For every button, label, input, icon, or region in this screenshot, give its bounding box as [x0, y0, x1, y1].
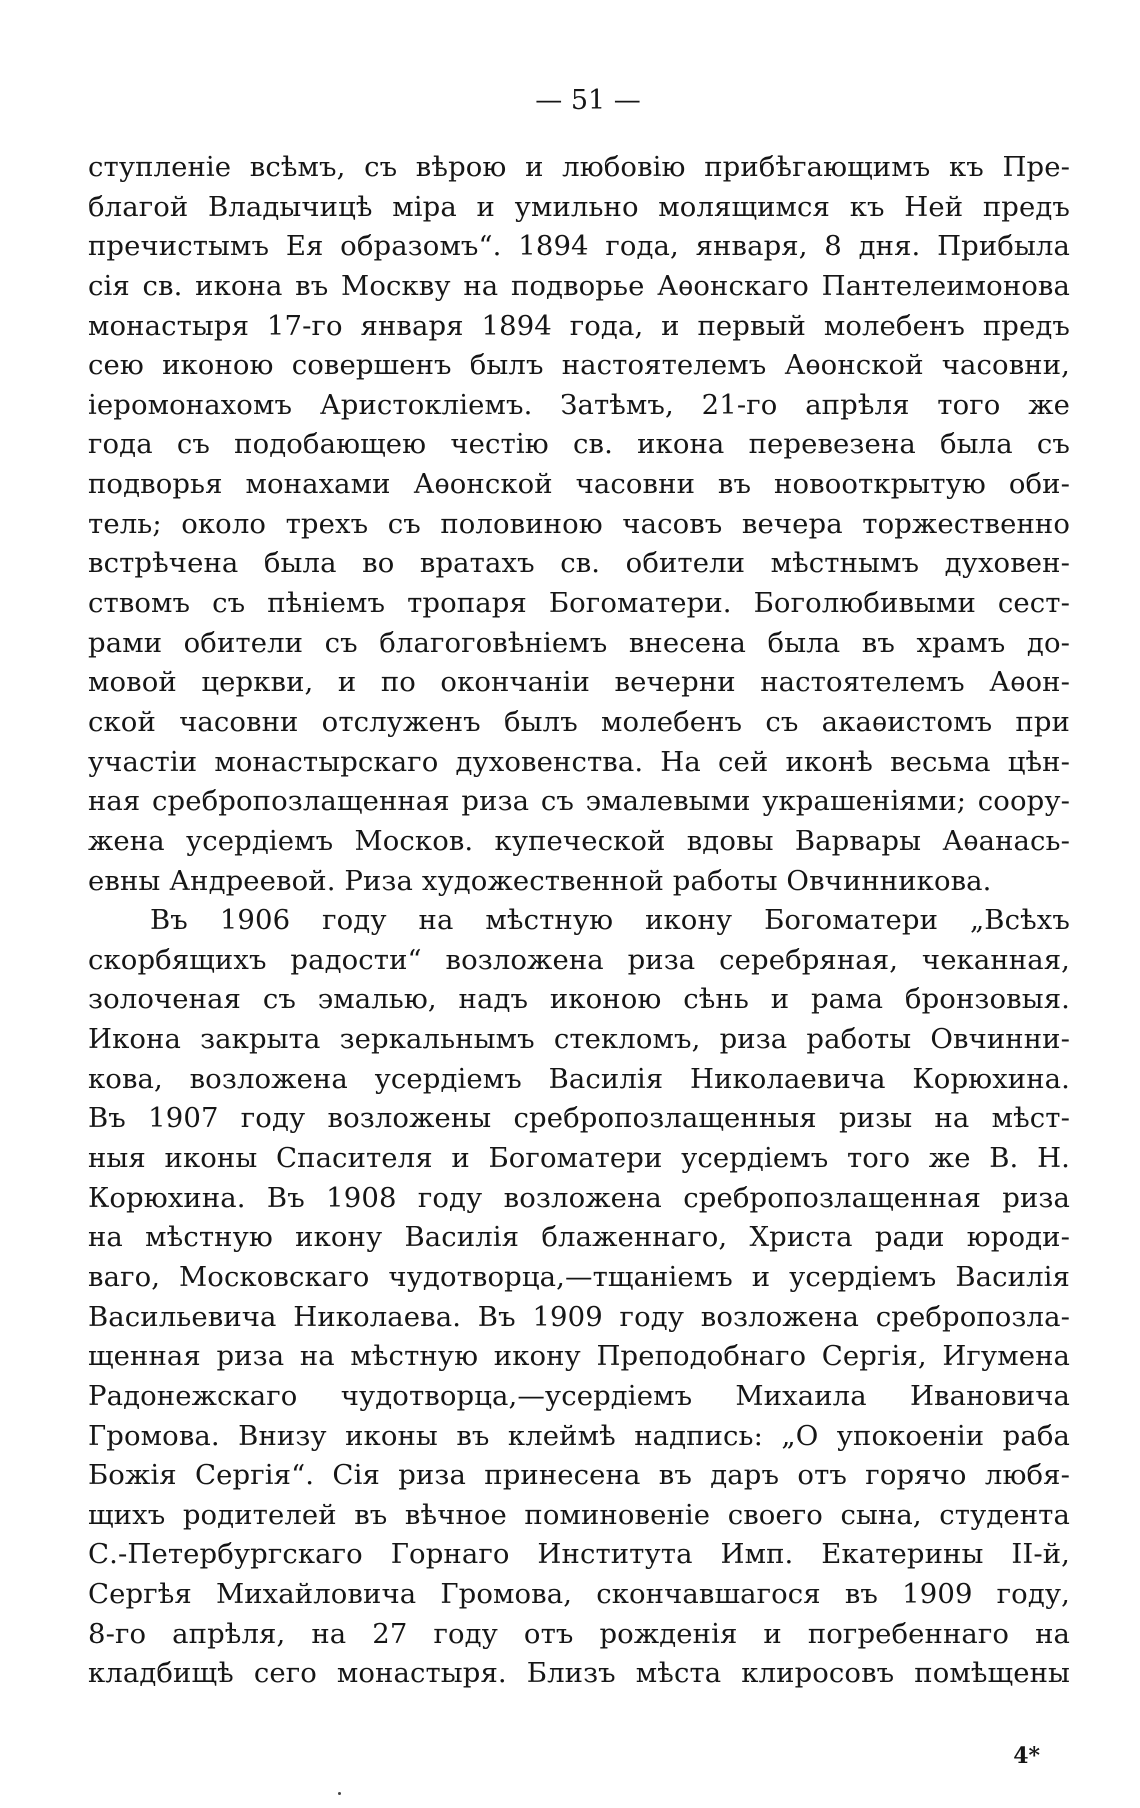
page-number: — 51 —: [535, 85, 641, 116]
paragraph-end-line: евны Андреевой. Риза художественной работы Овчинникова.: [88, 864, 992, 897]
text-line: на мѣстную икону Василія блаженнаго, Христа ради юроди-: [88, 1221, 1070, 1254]
text-line: ная сребропозлащенная риза съ эмалевыми украшеніями; соору-: [88, 785, 1070, 818]
text-line: Корюхина. Въ 1908 году возложена сребропозлащенная риза: [88, 1181, 1070, 1214]
text-line: щенная риза на мѣстную икону Преподобнаго Сергія, Игумена: [88, 1340, 1070, 1373]
text-line: благой Владычицѣ міра и умильно молящимся къ Ней предъ: [88, 190, 1070, 223]
text-line: золоченая съ эмалью, надъ иконою сѣнь и рама бронзовыя.: [88, 983, 1070, 1016]
text-line: пречистымъ Ея образомъ“. 1894 года, января, 8 дня. Прибыла: [88, 230, 1070, 263]
text-line: скорбящихъ радости“ возложена риза серебряная, чеканная,: [88, 943, 1070, 976]
text-line: Божія Сергія“. Сія риза принесена въ даръ отъ горячо любя-: [88, 1459, 1070, 1492]
text-line: щихъ родителей въ вѣчное поминовеніе своего сына, студента: [88, 1498, 1070, 1531]
text-line: Сергѣя Михайловича Громова, скончавшагося въ 1909 году,: [88, 1578, 1070, 1611]
body-text: [88, 148, 1070, 1694]
text-line: кладбищѣ сего монастыря. Близъ мѣста клиросовъ помѣщены: [88, 1657, 1070, 1690]
text-line: года съ подобающею честію св. икона перевезена была съ: [88, 428, 1070, 461]
text-line: Радонежскаго чудотворца,—усердіемъ Михаила Ивановича: [88, 1379, 1070, 1412]
text-line: подворья монахами Аѳонской часовни въ новооткрытую оби-: [88, 468, 1070, 501]
text-line: жена усердіемъ Москов. купеческой вдовы Варвары Аѳанась-: [88, 824, 1070, 857]
text-line: сія св. икона въ Москву на подворье Аѳонскаго Пантелеимонова: [88, 269, 1070, 302]
paragraph-start-line: Въ 1906 году на мѣстную икону Богоматери „Всѣхъ: [150, 904, 1070, 937]
text-line: 8-го апрѣля, на 27 году отъ рожденія и погребеннаго на: [88, 1617, 1070, 1650]
text-line: монастыря 17-го января 1894 года, и первый молебенъ предъ: [88, 309, 1070, 342]
text-line: мовой церкви, и по окончаніи вечерни настоятелемъ Аѳон-: [88, 666, 1070, 699]
text-line: тель; около трехъ съ половиною часовъ вечера торжественно: [88, 507, 1070, 540]
text-line: Громова. Внизу иконы въ клеймѣ надпись: „О упокоеніи раба: [88, 1419, 1070, 1452]
text-line: участіи монастырскаго духовенства. На сей иконѣ весьма цѣн-: [88, 745, 1070, 778]
text-line: ваго, Московскаго чудотворца,—тщаніемъ и усердіемъ Василія: [88, 1260, 1070, 1293]
text-line: кова, возложена усердіемъ Василія Николаевича Корюхина.: [88, 1062, 1070, 1095]
text-line: С.-Петербургскаго Горнаго Института Имп. Екатерины II-й,: [88, 1538, 1070, 1571]
scan-speck: [338, 1792, 341, 1795]
text-line: ступленіе всѣмъ, съ вѣрою и любовію прибѣгающимъ къ Пре-: [88, 151, 1070, 183]
text-line: іеромонахомъ Аристокліемъ. Затѣмъ, 21-го апрѣля того же: [88, 388, 1070, 421]
text-line: ныя иконы Спасителя и Богоматери усердіемъ того же В. Н.: [88, 1142, 1070, 1175]
text-line: ской часовни отслуженъ былъ молебенъ съ акаѳистомъ при: [88, 705, 1070, 738]
text-line: Икона закрыта зеркальнымъ стекломъ, риза работы Овчинни-: [88, 1023, 1070, 1056]
signature-mark: 4*: [1013, 1743, 1040, 1769]
text-line: сею иконою совершенъ былъ настоятелемъ Аѳонской часовни,: [88, 349, 1070, 382]
text-line: Васильевича Николаева. Въ 1909 году возложена сребропозла-: [88, 1300, 1070, 1333]
text-line: рами обители съ благоговѣніемъ внесена была въ храмъ до-: [88, 626, 1070, 659]
text-line: Въ 1907 году возложены сребропозлащенныя ризы на мѣст-: [88, 1102, 1070, 1135]
text-line: ствомъ съ пѣніемъ тропаря Богоматери. Боголюбивыми сест-: [88, 587, 1070, 620]
text-line: встрѣчена была во вратахъ св. обители мѣстнымъ духовен-: [88, 547, 1070, 580]
